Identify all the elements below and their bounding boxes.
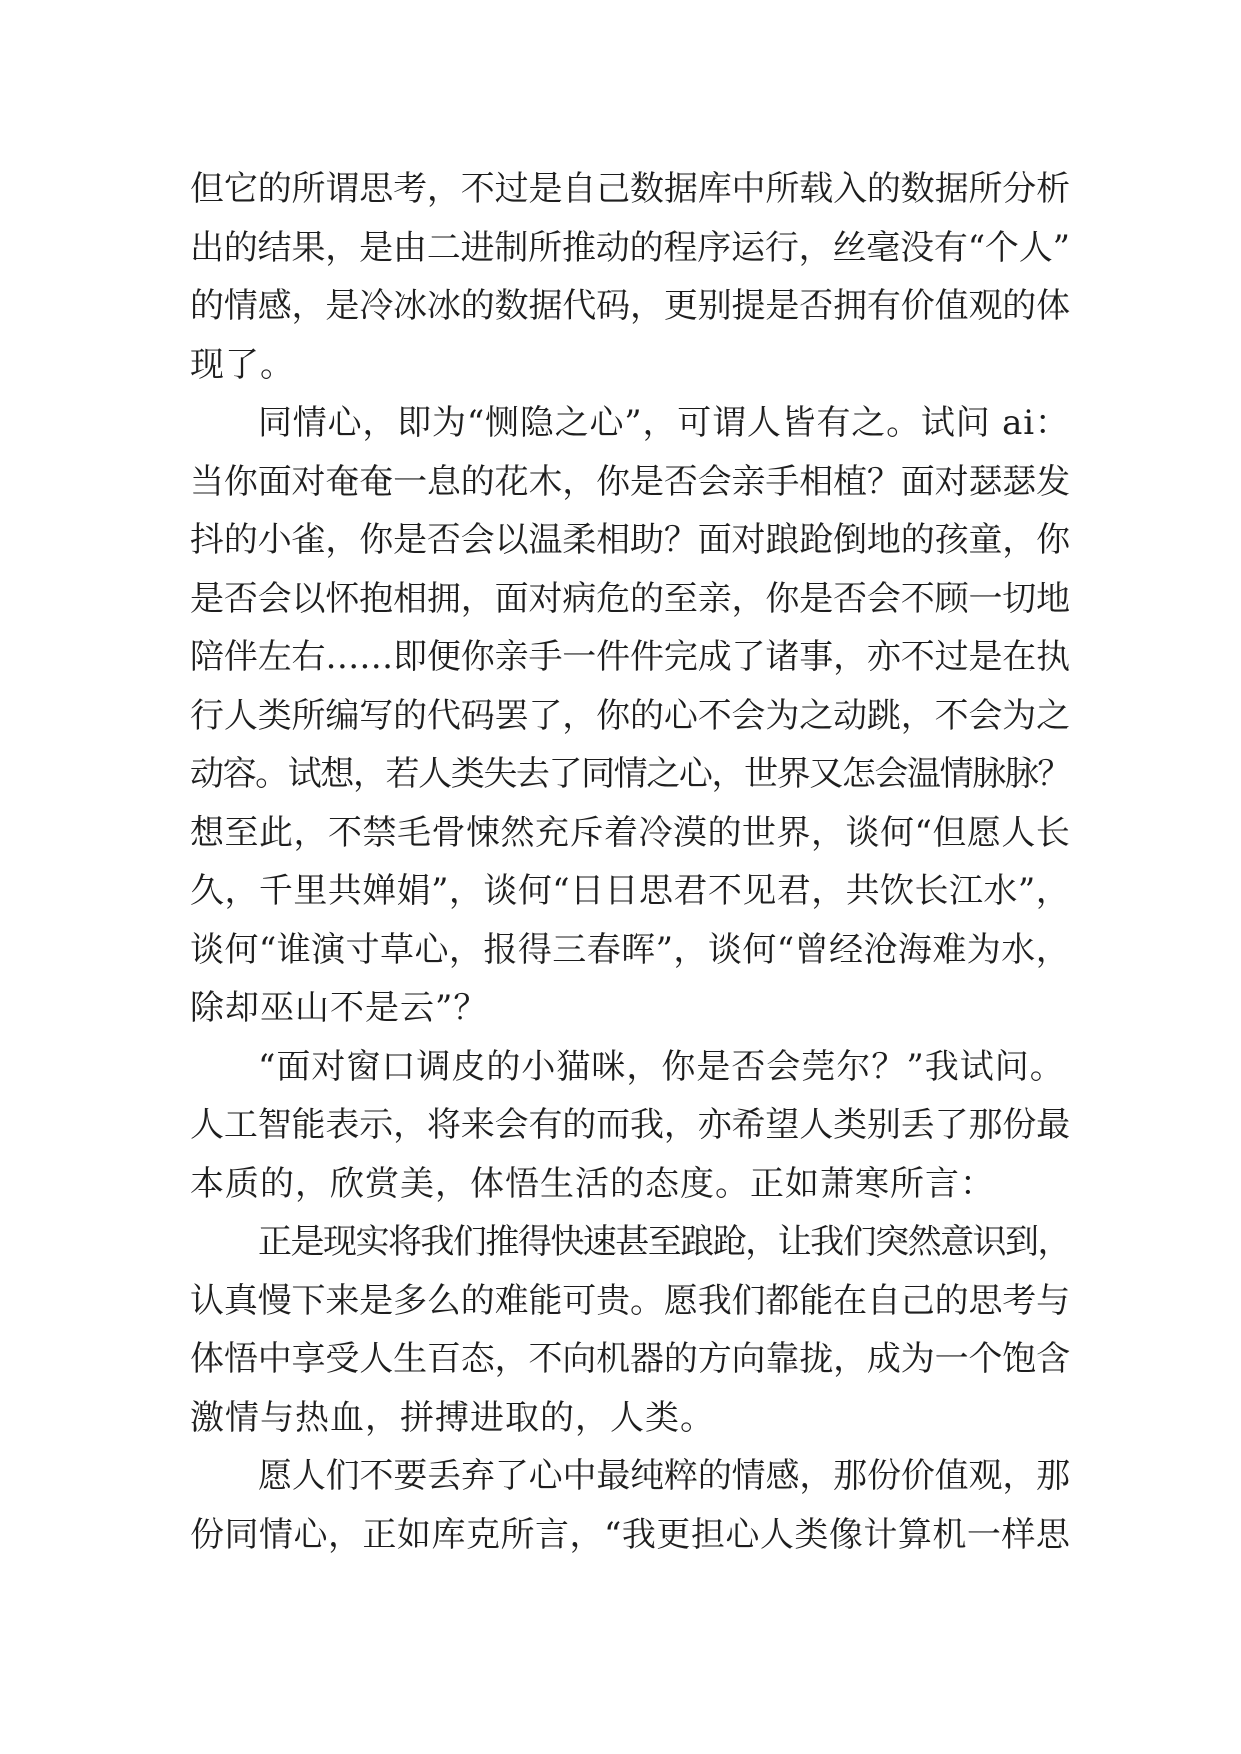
text-line: 除却巫山不是云”？	[190, 988, 489, 1028]
text-line: 想至此，不禁毛骨悚然充斥着冷漠的世界，谈何“但愿人长	[190, 812, 1071, 853]
text-line: 愿人们不要丢弃了心中最纯粹的情感，那份价值观，那	[258, 1456, 1070, 1496]
text-line: 激情与热血，拼搏进取的，人类。	[190, 1397, 715, 1438]
text-line: 现了。	[190, 344, 295, 385]
text-line: 人工智能表示，将来会有的而我，亦希望人类别丢了那份最	[190, 1105, 1070, 1145]
text-line: 是否会以怀抱相拥，面对病危的至亲，你是否会不顾一切地	[190, 578, 1070, 619]
text-line: 陪伴左右……即便你亲手一件件完成了诸事，亦不过是在执	[190, 637, 1070, 677]
text-line: 抖的小雀，你是否会以温柔相助？面对踉跄倒地的孩童，你	[190, 520, 1070, 560]
text-line: 认真慢下来是多么的难能可贵。愿我们都能在自己的思考与	[190, 1280, 1070, 1321]
text-line: 本质的，欣赏美，体悟生活的态度。正如萧寒所言：	[190, 1163, 995, 1204]
text-line: 久，千里共婵娟”，谈何“日日思君不见君，共饮长江水”，	[190, 871, 1071, 911]
text-line: 出的结果，是由二进制所推动的程序运行，丝毫没有“个人”	[190, 227, 1070, 268]
text-line: 的情感，是冷冰冰的数据代码，更别提是否拥有价值观的体	[190, 286, 1070, 326]
text-line: 动容。试想，若人类失去了同情之心，世界又怎会温情脉脉？	[190, 754, 1070, 794]
text-line: 行人类所编写的代码罢了，你的心不会为之动跳，不会为之	[190, 695, 1070, 736]
text-line: 体悟中享受人生百态，不向机器的方向靠拢，成为一个饱含	[190, 1339, 1070, 1379]
text-line: 但它的所谓思考，不过是自己数据库中所载入的数据所分析	[190, 169, 1070, 209]
text-line: 当你面对奄奄一息的花木，你是否会亲手相植？面对瑟瑟发	[190, 461, 1070, 502]
text-line: 正是现实将我们推得快速甚至踉跄，让我们突然意识到，	[258, 1222, 1070, 1262]
text-line: 谈何“谁演寸草心，报得三春晖”，谈何“曾经沧海难为水，	[190, 929, 1071, 970]
text-line: “面对窗口调皮的小猫咪，你是否会莞尔？”我试问。	[258, 1046, 1065, 1087]
body-text	[190, 160, 1071, 1564]
text-line: 同情心，即为“恻隐之心”，可谓人皆有之。试问 ai：	[258, 403, 1070, 443]
text-line: 份同情心，正如库克所言，“我更担心人类像计算机一样思	[190, 1514, 1071, 1555]
